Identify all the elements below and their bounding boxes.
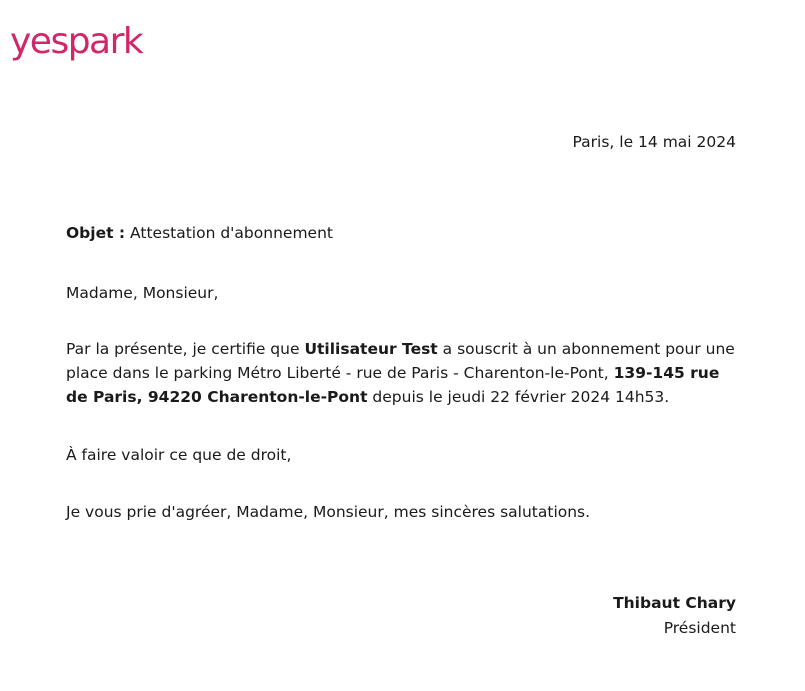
signatory-name: Thibaut Chary: [613, 594, 736, 612]
body-text-1: Par la présente, je certifie que: [66, 340, 305, 358]
closing-line: Je vous prie d'agréer, Madame, Monsieur, mes sincères salutations.: [66, 503, 591, 521]
subject-text: Attestation d'abonnement: [130, 224, 333, 242]
valoir-line: À faire valoir ce que de droit,: [66, 446, 292, 464]
body-text-2: a souscrit à un abonnement pour une place dans le parking Métro Liberté - rue de Paris - Charenton-le-Pont,: [66, 340, 735, 382]
yespark-logo: yespark: [10, 21, 143, 62]
subject-line: [66, 221, 741, 245]
subject-label: Objet :: [66, 224, 126, 242]
body-paragraph: [66, 337, 741, 409]
signature-block: [613, 591, 736, 641]
letter-date: Paris, le 14 mai 2024: [572, 133, 736, 151]
greeting: Madame, Monsieur,: [66, 284, 219, 302]
body-text-3: depuis le jeudi 22 février 2024 14h53.: [367, 388, 670, 406]
subscriber-name: Utilisateur Test: [304, 340, 438, 358]
parking-address: 139-145 rue de Paris, 94220 Charenton-le-Pont: [66, 364, 720, 406]
signatory-title: Président: [663, 619, 736, 637]
